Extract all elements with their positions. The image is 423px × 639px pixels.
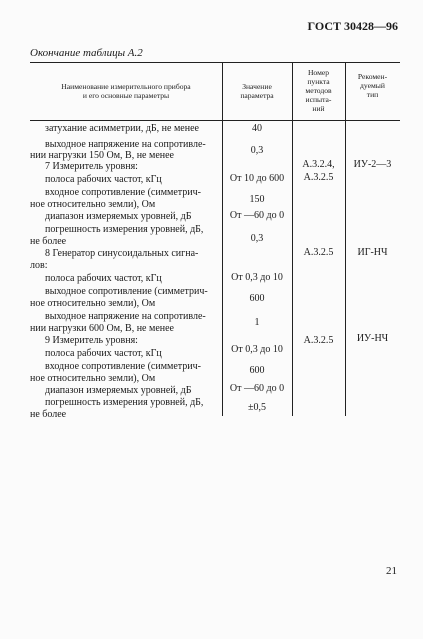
row-text: нии нагрузки 600 Ом, В, не менее <box>30 323 174 334</box>
row-value: От —60 до 0 <box>229 210 285 221</box>
row-value: 600 <box>249 293 265 304</box>
row-type: ИУ-НЧ <box>356 333 389 344</box>
row-text: нии нагрузки 150 Ом, В, не менее <box>30 150 174 161</box>
row-text: полоса рабочих частот, кГц <box>45 273 162 284</box>
row-value: От —60 до 0 <box>229 383 285 394</box>
row-text: ное относительно земли), Ом <box>30 298 156 309</box>
row-clause: А.3.2.4, <box>302 159 335 170</box>
row-value: От 0,3 до 10 <box>231 344 283 355</box>
header-param: Наименование измерительного прибора и его основные параметры <box>61 82 191 100</box>
row-type: ИУ-2—3 <box>353 159 392 170</box>
row-text: не более <box>30 409 67 420</box>
row-text: входное сопротивление (симметрич- <box>45 187 202 198</box>
row-type: ИГ-НЧ <box>357 247 388 258</box>
header-value: Значение параметра <box>240 82 274 100</box>
row-value: 150 <box>249 194 265 205</box>
table-caption: Окончание таблицы А.2 <box>30 47 143 59</box>
header-clause: Номер пункта методов испыта- ний <box>305 68 332 113</box>
row-value: 40 <box>252 123 262 134</box>
row-text: полоса рабочих частот, кГц <box>45 174 162 185</box>
row-text: затухание асимметрии, дБ, не менее <box>45 123 199 134</box>
row-text: диапазон измеряемых уровней, дБ <box>45 385 192 396</box>
row-value: От 10 до 600 <box>229 173 285 184</box>
row-text: погрешность измерения уровней, дБ, <box>45 224 204 235</box>
row-clause: А.3.2.5 <box>303 335 334 346</box>
row-text: диапазон измеряемых уровней, дБ <box>45 211 192 222</box>
row-text: выходное сопротивление (симметрич- <box>45 286 208 297</box>
row-text: ное относительно земли), Ом <box>30 199 156 210</box>
row-text: погрешность измерения уровней, дБ, <box>45 397 204 408</box>
row-value: От 0,3 до 10 <box>231 272 283 283</box>
row-value: 0,3 <box>250 233 264 244</box>
row-text: выходное напряжение на сопротивле- <box>45 311 206 322</box>
row-text: входное сопротивление (симметрич- <box>45 361 202 372</box>
row-text: полоса рабочих частот, кГц <box>45 348 162 359</box>
column-divider-type <box>345 62 346 416</box>
row-text: выходное напряжение на сопротивле- <box>45 139 206 150</box>
row-text: 9 Измеритель уровня: <box>45 335 138 346</box>
row-value: 1 <box>254 317 260 328</box>
row-text: не более <box>30 236 67 247</box>
row-value: 0,3 <box>250 145 264 156</box>
page-number: 21 <box>386 565 397 577</box>
standard-number: ГОСТ 30428—96 <box>307 19 398 33</box>
column-divider-clause <box>292 62 293 416</box>
row-text: лов: <box>30 260 48 271</box>
row-clause: А.3.2.5 <box>303 247 334 258</box>
parameter-table <box>30 62 400 420</box>
row-clause: А.3.2.5 <box>303 172 334 183</box>
row-text: ное относительно земли), Ом <box>30 373 156 384</box>
row-text: 7 Измеритель уровня: <box>45 161 138 172</box>
row-value: 600 <box>249 365 265 376</box>
row-text: 8 Генератор синусоидальных сигна- <box>45 248 199 259</box>
row-value: ±0,5 <box>248 402 266 413</box>
header-type: Рекомен- дуемый тип <box>357 72 388 99</box>
